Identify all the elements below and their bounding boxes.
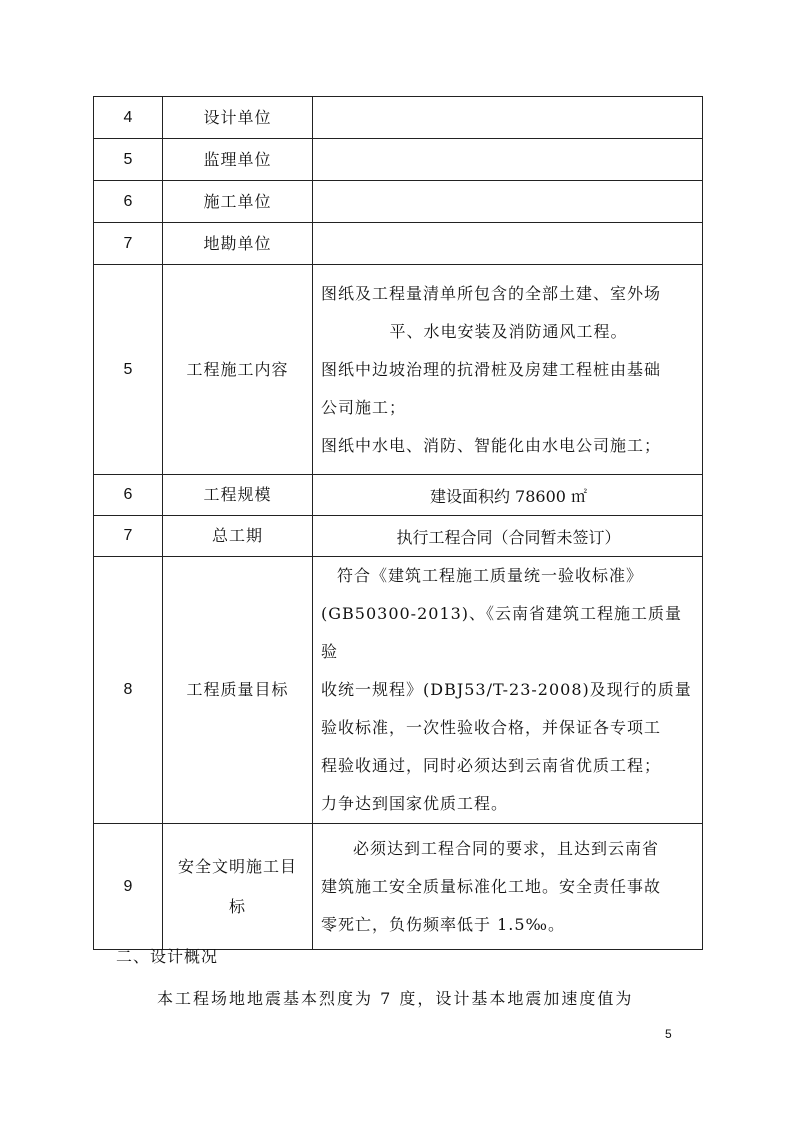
- row-value: [313, 824, 703, 950]
- row-number: 8: [94, 557, 163, 824]
- row-value: [313, 265, 703, 475]
- value-line: 力争达到国家优质工程。: [321, 794, 509, 813]
- value-line: 图纸中水电、消防、智能化由水电公司施工；: [321, 435, 662, 455]
- row-label: 设计单位: [163, 97, 313, 139]
- table-row: [94, 97, 703, 139]
- value-line: 建设面积约 78600 ㎡: [429, 486, 588, 506]
- table-row: [94, 557, 703, 824]
- table-row: [94, 223, 703, 265]
- value-line: 公司施工；: [321, 397, 407, 417]
- row-number: 4: [94, 97, 163, 139]
- value-line: 零死亡，负伤频率低于 1.5‰。: [321, 914, 566, 934]
- value-line: 必须达到工程合同的要求，且达到云南省: [353, 838, 660, 858]
- value-line: (GB50300-2013)、《云南省建筑工程施工质量验: [321, 604, 683, 661]
- row-label: 总工期: [163, 516, 313, 557]
- value-line: 程验收通过，同时必须达到云南省优质工程；: [321, 756, 662, 775]
- row-label-line: 安全文明施工目: [177, 856, 297, 876]
- row-value: [313, 223, 703, 265]
- row-label: 监理单位: [163, 139, 313, 181]
- row-value: [313, 181, 703, 223]
- row-label: 工程规模: [163, 475, 313, 516]
- row-value: [313, 516, 703, 557]
- value-line: 收统一规程》(DBJ53/T-23-2008)及现行的质量: [321, 680, 692, 699]
- row-label: [163, 824, 313, 950]
- value-line: 图纸中边坡治理的抗滑桩及房建工程桩由基础: [321, 359, 662, 379]
- row-number: 5: [94, 139, 163, 181]
- row-number: 6: [94, 475, 163, 516]
- row-value: [313, 97, 703, 139]
- table-row: [94, 516, 703, 557]
- row-number: 7: [94, 516, 163, 557]
- value-line: 图纸及工程量清单所包含的全部土建、室外场: [321, 283, 662, 303]
- row-label: 地勘单位: [163, 223, 313, 265]
- row-number: 5: [94, 265, 163, 475]
- row-number: 6: [94, 181, 163, 223]
- row-label: 工程质量目标: [163, 557, 313, 824]
- project-info-table: [93, 96, 703, 950]
- row-label-line: 标: [228, 896, 246, 916]
- table-row: [94, 181, 703, 223]
- value-line: 符合《建筑工程施工质量统一验收标准》: [337, 566, 644, 585]
- table-row: [94, 139, 703, 181]
- value-line: 平、水电安装及消防通风工程。: [389, 321, 628, 341]
- row-value: [313, 557, 703, 824]
- table-row: [94, 475, 703, 516]
- row-label: 施工单位: [163, 181, 313, 223]
- row-label: 工程施工内容: [163, 265, 313, 475]
- table-row: [94, 824, 703, 950]
- table-row: [94, 265, 703, 475]
- row-value: [313, 475, 703, 516]
- value-line: 验收标准，一次性验收合格，并保证各专项工: [321, 718, 662, 737]
- row-value: [313, 139, 703, 181]
- body-paragraph: 本工程场地地震基本烈度为 7 度，设计基本地震加速度值为: [157, 989, 634, 1008]
- section-heading: 二、设计概况: [116, 947, 219, 966]
- row-number: 7: [94, 223, 163, 265]
- value-line: 执行工程合同（合同暂未签订）: [396, 527, 621, 547]
- row-number: 9: [94, 824, 163, 950]
- value-line: 建筑施工安全质量标准化工地。安全责任事故: [321, 876, 662, 896]
- page-number: 5: [665, 1027, 672, 1041]
